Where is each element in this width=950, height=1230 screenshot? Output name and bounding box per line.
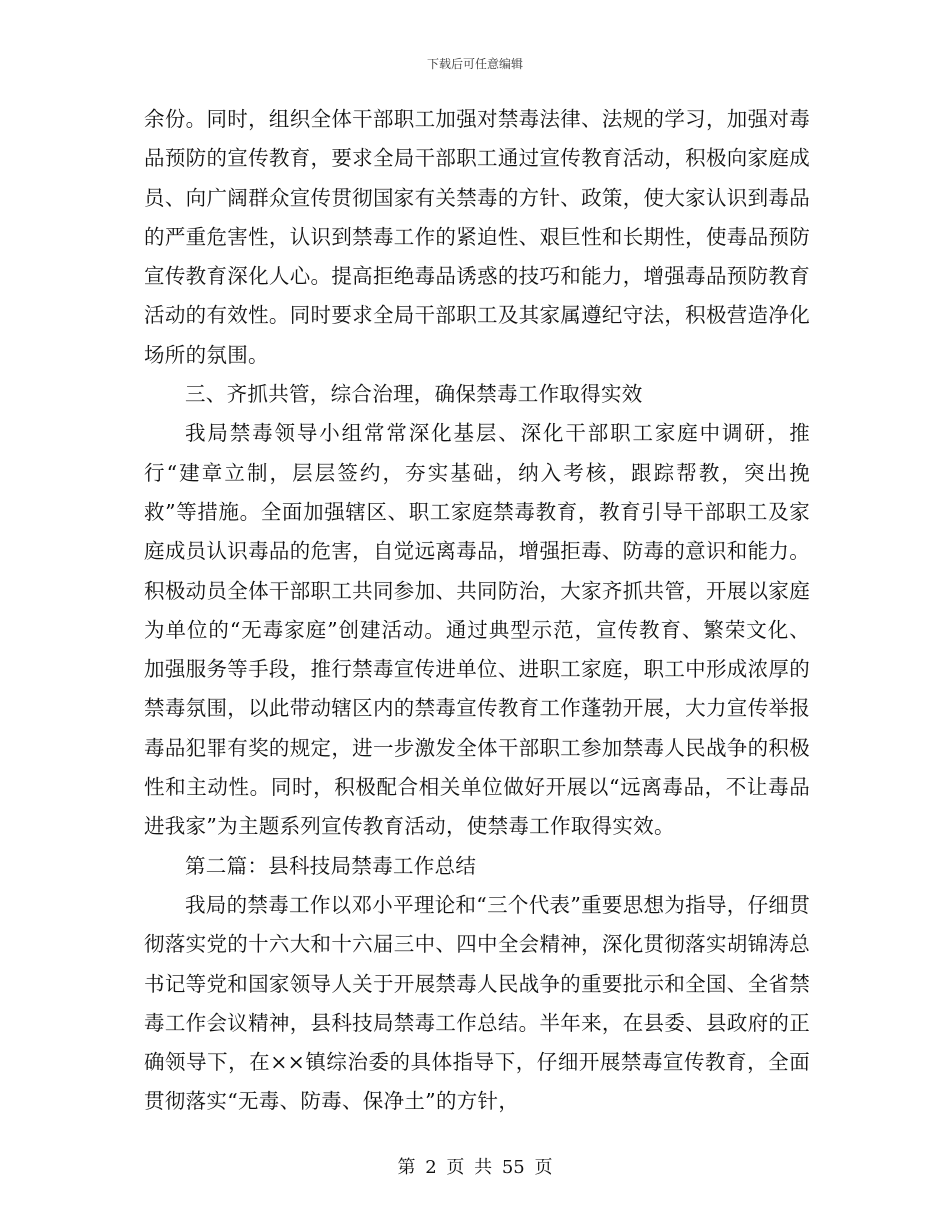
- paragraph-2: 我局禁毒领导小组常常深化基层、深化干部职工家庭中调研，推行“建章立制，层层签约，夯实基础，纳入考核，跟踪帮教，突出挽救”等措施。全面加强辖区、职工家庭禁毒教育，教育引导干部职工及家庭成员认识毒品的危害，自觉远离毒品，增强拒毒、防毒的意识和能力。积极动员全体干部职工共同参加、共同防治，大家齐抓共管，开展以家庭为单位的“无毒家庭”创建活动。通过典型示范，宣传教育、繁荣文化、加强服务等手段，推行禁毒宣传进单位、进职工家庭，职工中形成浓厚的禁毒氛围，以此带动辖区内的禁毒宣传教育工作蓬勃开展，大力宣传举报毒品犯罪有奖的规定，进一步激发全体干部职工参加禁毒人民战争的积极性和主动性。同时，积极配合相关单位做好开展以“远离毒品，不让毒品进我家”为主题系列宣传教育活动，使禁毒工作取得实效。: [144, 421, 810, 839]
- section-heading-3: 三、齐抓共管，综合治理，确保禁毒工作取得实效: [185, 382, 643, 407]
- chapter-heading-2: 第二篇：县科技局禁毒工作总结: [185, 853, 477, 878]
- page-footer: 第 2 页 共 55 页: [397, 1157, 553, 1178]
- page-header: 下载后可任意编辑: [426, 57, 523, 71]
- paragraph-3: 我局的禁毒工作以邓小平理论和“三个代表”重要思想为指导，仔细贯彻落实党的十六大和十六届三中、四中全会精神，深化贯彻落实胡锦涛总书记等党和国家领导人关于开展禁毒人民战争的重要批示和全国、全省禁毒工作会议精神，县科技局禁毒工作总结。半年来，在县委、县政府的正确领导下，在××镇综治委的具体指导下，仔细开展禁毒宣传教育，全面贯彻落实“无毒、防毒、保净土”的方针，: [144, 892, 810, 1114]
- document-body: [144, 100, 810, 1122]
- paragraph-1: 余份。同时，组织全体干部职工加强对禁毒法律、法规的学习，加强对毒品预防的宣传教育，要求全局干部职工通过宣传教育活动，积极向家庭成员、向广阔群众宣传贯彻国家有关禁毒的方针、政策，使大家认识到毒品的严重危害性，认识到禁毒工作的紧迫性、艰巨性和长期性，使毒品预防宣传教育深化人心。提高拒绝毒品诱惑的技巧和能力，增强毒品预防教育活动的有效性。同时要求全局干部职工及其家属遵纪守法，积极营造净化场所的氛围。: [144, 107, 810, 367]
